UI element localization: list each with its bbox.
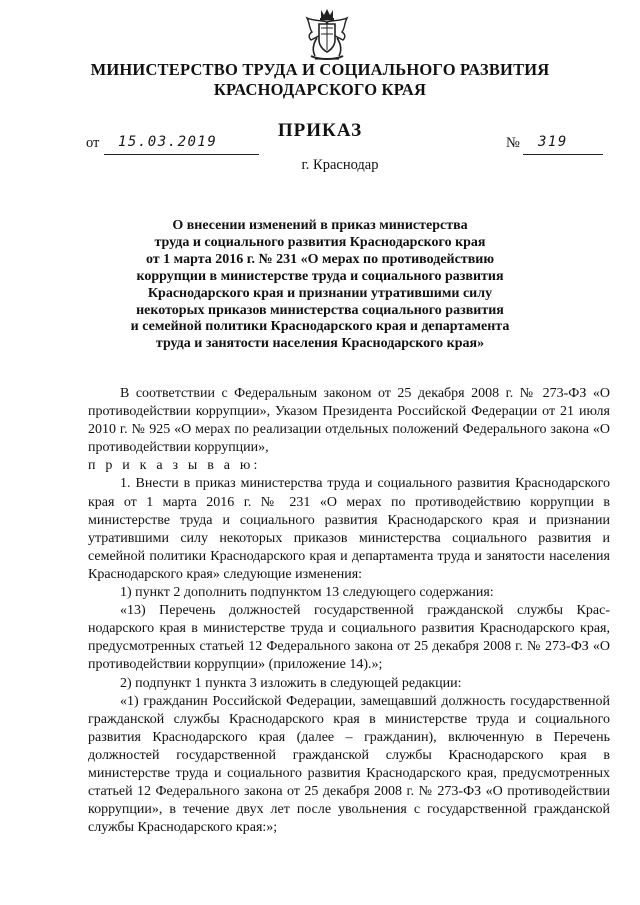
ministry-name-line1: МИНИСТЕРСТВО ТРУДА И СОЦИАЛЬНОГО РАЗВИТИЯ: [90, 60, 550, 79]
title-line: и семейной политики Краснодарского края и департамента: [130, 319, 510, 335]
document-title: [80, 218, 560, 353]
preamble-paragraph: В соответствии с Федеральным законом от 25 декабря 2008 г. № 273-ФЗ «О противодействии коррупции», Указом Президента Российской Федерации от 21 июля 2010 г. № 925 «О мерах по реализации отдельных положений Федерального закона «О противодействии коррупции»,: [88, 386, 610, 456]
date-value: 15.03.2019: [118, 134, 218, 150]
title-line: труда и занятости населения Краснодарского края»: [155, 336, 485, 352]
item-1-paragraph: 1. Внести в приказ министерства труда и социального развития Краснодарского края от 1 марта 2016 г. № 231 «О мерах по противодействию коррупции в министерстве труда и социального развития Краснодарского края и признании утратившими силу некоторых приказов министерства социального развития и семейной политики Краснодарского края и департамента труда и занятости населения Краснодарского края» следующие изменения:: [88, 476, 610, 582]
title-line: некоторых приказов министерства социального развития: [136, 302, 504, 318]
date-prefix: от: [86, 135, 100, 151]
title-line: труда и социального развития Краснодарского края: [154, 234, 486, 250]
subitem-2-paragraph: 2) подпункт 1 пункта 3 изложить в следующей редакции:: [120, 675, 462, 691]
number-underline: [523, 154, 603, 155]
date-underline: [104, 154, 259, 155]
orders-word: п р и к а з ы в а ю:: [88, 458, 261, 474]
coat-of-arms-icon: [303, 6, 351, 62]
subitem-1-paragraph: 1) пункт 2 дополнить подпунктом 13 следующего содержания:: [120, 585, 494, 601]
title-line: Краснодарского края и признании утратившими силу: [147, 285, 493, 301]
title-line: О внесении изменений в приказ министерства: [172, 218, 468, 233]
ministry-name-line2: КРАСНОДАРСКОГО КРАЯ: [213, 80, 427, 99]
city: г. Краснодар: [301, 157, 379, 173]
document-body: [88, 385, 610, 837]
title-line: от 1 марта 2016 г. № 231 «О мерах по противодействию: [145, 251, 495, 267]
number-prefix: №: [506, 135, 520, 151]
subitem-2-text: «1) гражданин Российской Федерации, замещавший должность государственной гражданской службы Краснодарского края в министерстве труда и социального развития Краснодарского края (далее – гражданин), включенную в Перечень должностей государственной гражданской службы Краснодарского края в министерстве труда и социального развития Краснодарского края, предусмотренных статьей 12 Федерального закона от 25 декабря 2008 г. № 273-ФЗ «О противодействии коррупции», в течение двух лет после увольнения с государственной гражданской службы Краснодарского края:»;: [88, 693, 610, 836]
subitem-1-text: «13) Перечень должностей государственной гражданской службы Краснодарского края в министерстве труда и социального развития Краснодарского края, предусмотренных статьей 12 Федерального закона от 25 декабря 2008 г. № 273-ФЗ «О противодействии коррупции» (приложение 14).»;: [88, 603, 610, 673]
title-line: коррупции в министерстве труда и социального развития: [136, 268, 504, 284]
document-type: ПРИКАЗ: [277, 120, 363, 141]
number-value: 319: [538, 134, 568, 150]
